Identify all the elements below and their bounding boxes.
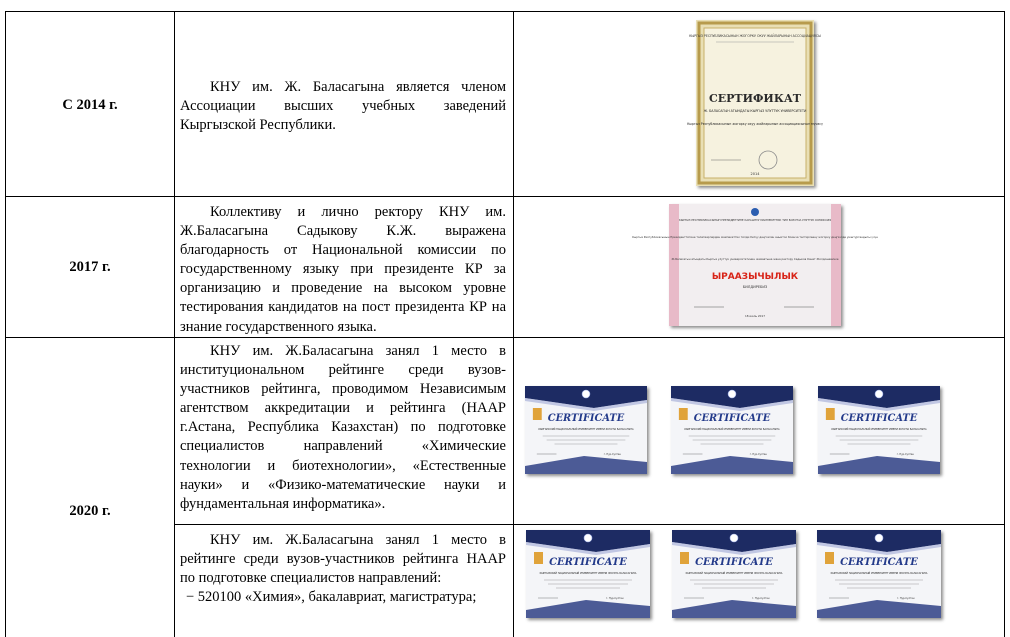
naar-certificate-title: CERTIFICATE xyxy=(840,557,918,568)
year-cell: 2017 г. xyxy=(69,259,111,275)
naar-certificate-recipient: КЫРГЫЗСКИЙ НАЦИОНАЛЬНЫЙ УНИВЕРСИТЕТ ИМЕНИ ЖУСУПА БАЛАСАГЫНА xyxy=(831,427,927,432)
naar-certificate-title: CERTIFICATE xyxy=(693,412,771,425)
col-divider xyxy=(174,11,175,637)
description-text: Коллективу и лично ректору КНУ им. Ж.Баласагына Садыкову К.Ж. выражена благодарность от Национальной комиссии по государственному языку при президенте КР за организацию и проведение на высоком уровне тестирования кандидатов на пост президента КР на знание государственного языка. xyxy=(180,204,506,335)
naar-certificate-image xyxy=(671,386,793,474)
naar-certificate-recipient: КЫРГЫЗСКИЙ НАЦИОНАЛЬНЫЙ УНИВЕРСИТЕТ ИМЕНИ ЖУСУПА БАЛАСАГЫНА xyxy=(538,427,634,432)
naar-certificate-title: CERTIFICATE xyxy=(547,412,625,425)
naar-certificate-recipient: КЫРГЫЗСКИЙ НАЦИОНАЛЬНЫЙ УНИВЕРСИТЕТ ИМЕНИ ЖУСУПА БАЛАСАГЫНА xyxy=(684,427,780,432)
association-certificate-image xyxy=(687,20,823,186)
certificate-title: СЕРТИФИКАТ xyxy=(709,92,801,105)
naar-certificate-title: CERTIFICATE xyxy=(549,557,627,568)
naar-certificate-city: г. Нур-Султан xyxy=(606,597,624,600)
badge-icon xyxy=(826,408,835,420)
description-text: КНУ им. Ж. Баласагына является членом Ассоциации высших учебных заведений Кыргызской Республики. xyxy=(180,79,506,134)
naar-certificate-recipient: КЫРГЫЗСКИЙ НАЦИОНАЛЬНЫЙ УНИВЕРСИТЕТ ИМЕНИ ЖУСУПА БАЛАСАГЫНА xyxy=(685,572,783,575)
certificate-header: КЫРГЫЗ РЕСПУБЛИКАСЫНЫН ЖОГОРКУ ОКУУ ЖАЙЛАРЫНЫН АССОЦИАЦИЯСЫ xyxy=(689,34,821,38)
emblem-icon xyxy=(751,208,759,216)
bullet-item: − 520100 «Химия», бакалавриат, магистратура; xyxy=(186,589,477,606)
badge-icon xyxy=(680,552,689,564)
bullet-list xyxy=(180,588,506,607)
certificate-year: 2014 xyxy=(750,172,760,176)
naar-certificate-image xyxy=(817,530,941,618)
naar-certificate-city: г. Нур-Султан xyxy=(752,597,770,600)
naar-certificate-city: г. Нур-Султан xyxy=(749,452,767,457)
badge-icon xyxy=(533,408,542,420)
letter-subtitle: БИЛДИРЕБИЗ xyxy=(742,285,768,289)
col-divider xyxy=(1004,11,1005,637)
naar-certificate-recipient: КЫРГЫЗСКИЙ НАЦИОНАЛЬНЫЙ УНИВЕРСИТЕТ ИМЕНИ ЖУСУПА БАЛАСАГЫНА xyxy=(830,572,928,575)
description-cell xyxy=(180,531,506,607)
naar-certificate-city: г. Нур-Султан xyxy=(896,452,914,457)
row-divider xyxy=(5,196,1005,197)
naar-certificate-title: CERTIFICATE xyxy=(840,412,918,425)
certificate-body: Кыргыз Республикасынын жогорку окуу жайларынын ассоциациясынын мүчөсү xyxy=(687,122,823,126)
letter-header: КЫРГЫЗ РЕСПУБЛИКАСЫНЫН ПРЕЗИДЕНТИНЕ КАРАШТУУ МАМЛЕКЕТТИК ТИЛ БОЮНЧА УЛУТТУК КОМИССИЯ xyxy=(678,218,832,222)
year-cell: С 2014 г. xyxy=(62,97,118,113)
badge-icon xyxy=(679,408,688,420)
description-text: КНУ им. Ж.Баласагына занял 1 место в институциональном рейтинге среди вузов-участников рейтинга, проводимом Независимым агентством аккредитации и рейтинга (НААР г.Астана, Республика Казахстан) по подготовке специалистов направлений «Химические технологии и биотехнологии», «Естественные науки» и «Физико-математические науки и фундаментальная информатика». xyxy=(180,343,506,512)
naar-certificate-image xyxy=(672,530,796,618)
badge-icon xyxy=(534,552,543,564)
naar-certificate-image xyxy=(818,386,940,474)
letter-body: Кыргыз Республикасынын Президенттигине талапкерлердин мамлекеттик тилди билүү деңгээлин аныктоо боюнча тестирлөөнү жогорку деңгээлде уюштургандыгы үчүн xyxy=(632,235,878,239)
letter-title: ЫРААЗЫЧЫЛЫК xyxy=(711,272,799,282)
letter-recipient: Ж.Баласагын атындагы Кыргыз улуттук университетинин жамаатына жана ректору Садыков Канат Жолдошевичке xyxy=(671,257,839,261)
row-divider xyxy=(5,337,1005,338)
naar-certificate-title: CERTIFICATE xyxy=(695,557,773,568)
naar-certificate-city: г. Нур-Султан xyxy=(603,452,621,457)
row-divider xyxy=(174,524,1005,525)
naar-certificate-recipient: КЫРГЫЗСКИЙ НАЦИОНАЛЬНЫЙ УНИВЕРСИТЕТ ИМЕНИ ЖУСУПА БАЛАСАГЫНА xyxy=(539,572,637,575)
description-text: КНУ им. Ж.Баласагына занял 1 место в рейтинге среди вузов-участников рейтинга НААР по подготовке специалистов направлений: xyxy=(180,532,506,587)
naar-certificate-city: г. Нур-Султан xyxy=(897,597,915,600)
description-cell xyxy=(180,78,506,135)
certificate-recipient: Ж. БАЛАСАГЫН АТЫНДАГЫ КЫРГЫЗ УЛУТТУК УНИВЕРСИТЕТИ xyxy=(703,109,807,113)
year-cell: 2020 г. xyxy=(69,503,111,519)
letter-date: 18 июль 2017 xyxy=(744,314,766,318)
naar-certificate-image xyxy=(526,530,650,618)
description-cell xyxy=(180,342,506,514)
row-divider xyxy=(5,11,1005,12)
badge-icon xyxy=(825,552,834,564)
gratitude-letter-image xyxy=(632,204,878,326)
col-divider xyxy=(513,11,514,637)
description-cell xyxy=(180,203,506,337)
naar-certificate-image xyxy=(525,386,647,474)
